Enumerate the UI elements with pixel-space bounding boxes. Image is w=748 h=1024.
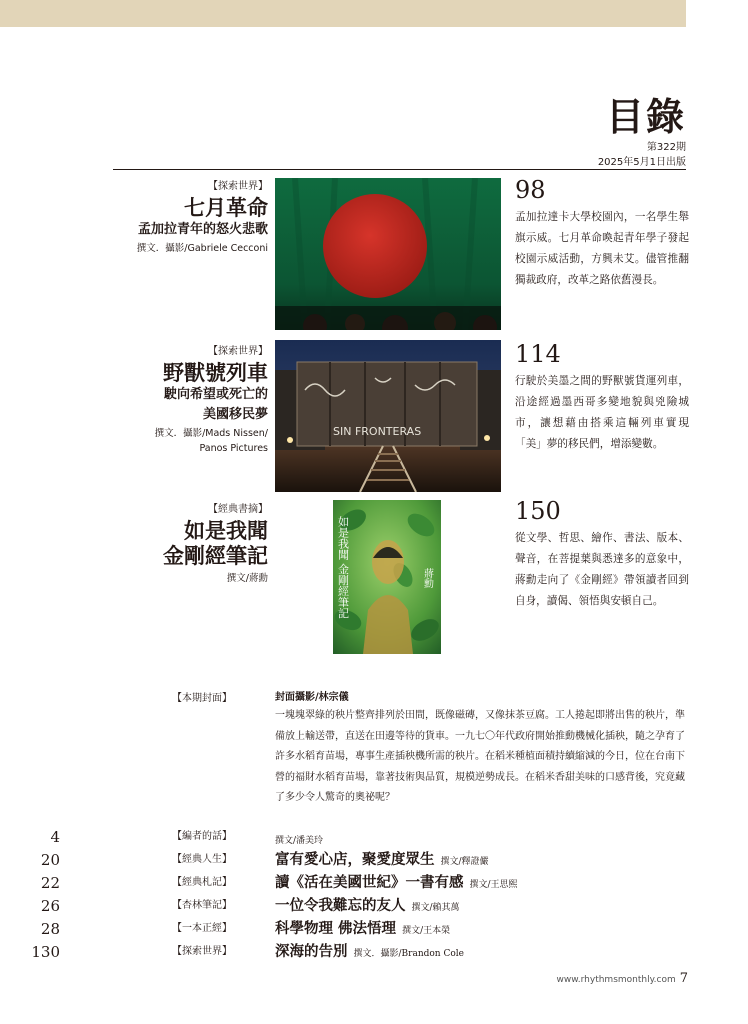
publish-date: 2025年5月1日出版: [597, 157, 686, 168]
cover-label: 【本期封面】: [172, 693, 232, 704]
department-title[interactable]: 富有愛心店，聚愛度眾生: [275, 851, 435, 868]
book-cover-image: [333, 500, 441, 654]
train-photo-image: [275, 340, 501, 492]
feature-title[interactable]: 野獸號列車: [163, 360, 268, 385]
department-title[interactable]: 科學物理 佛法悟理: [275, 920, 397, 937]
train-photo[interactable]: [275, 340, 501, 492]
department-author: 撰文．攝影/Brandon Cole: [353, 949, 464, 959]
folio-page-number: 7: [679, 971, 688, 986]
book-cover-author: 蔣勳: [421, 568, 433, 588]
feature-3-text: [8, 500, 268, 586]
department-row[interactable]: [0, 826, 700, 848]
feature-page-number[interactable]: 114: [515, 340, 561, 368]
department-category: 【編者的話】: [172, 831, 232, 842]
header-divider: [113, 169, 686, 170]
department-page[interactable]: 26: [40, 897, 60, 915]
department-author: 撰文/潘美玲: [275, 836, 324, 846]
department-category: 【經典人生】: [172, 854, 232, 865]
cover-title: 封面攝影/林宗儀: [275, 692, 349, 703]
department-row[interactable]: [0, 941, 700, 963]
department-row[interactable]: [0, 895, 700, 917]
feature-title[interactable]: 七月革命: [184, 195, 268, 220]
department-author: 撰文/王思熙: [469, 880, 518, 890]
book-cover-title: 如是我聞 金剛經筆記: [336, 516, 350, 619]
feature-page-number[interactable]: 98: [515, 176, 546, 204]
feature-2-text: [8, 342, 268, 456]
feature-credit: 撰文．攝影/Gabriele Cecconi: [136, 243, 268, 254]
issue-number: 第322期: [646, 142, 686, 153]
feature-1-text: [8, 177, 268, 256]
feature-credit-line-1: 撰文．攝影/Mads Nissen/: [154, 428, 268, 439]
top-color-band: [0, 0, 686, 27]
feature-subtitle: 孟加拉青年的怒火悲歌: [137, 222, 268, 237]
department-row[interactable]: [0, 872, 700, 894]
book-cover[interactable]: [333, 500, 441, 654]
department-author: 撰文/賴其萬: [411, 903, 460, 913]
feature-category: 【探索世界】: [208, 346, 268, 357]
department-page[interactable]: 4: [50, 828, 60, 846]
department-category: 【一本正經】: [172, 923, 232, 934]
department-title[interactable]: 讀《活在美國世紀》一書有感: [275, 874, 464, 891]
graffiti-text: SIN FRONTERAS: [333, 425, 422, 438]
website-url[interactable]: www.rhythmsmonthly.com: [556, 975, 676, 985]
department-author: 撰文/王本榮: [402, 926, 451, 936]
department-page[interactable]: 22: [40, 874, 60, 892]
feature-description: 孟加拉達卡大學校園內，一名學生舉旗示威。七月革命喚起青年學子發起校園示威活動，方興未艾。儘管推翻獨裁政府，改革之路依舊漫長。: [515, 211, 689, 286]
department-title[interactable]: 深海的告別: [275, 943, 348, 960]
feature-description: 從文學、哲思、繪作、書法、版本、聲音，在菩提葉與悉達多的意象中，蔣勳走向了《金剛經》帶領讀者回到自身，讀偈、領悟與安頓自己。: [515, 532, 689, 607]
department-category: 【杏林筆記】: [172, 900, 232, 911]
department-page[interactable]: 20: [40, 851, 60, 869]
department-author: 撰文/釋證儼: [440, 857, 489, 867]
cover-text: 一塊塊翠綠的秧片整齊排列於田間，既像磁磚，又像抹茶豆腐。工人捲起即將出售的秧片，準備放上輸送帶，直送在田邊等待的貨車。一九七〇年代政府開始推動機械化插秧，隨之孕育了許多水稻育苗場，專事生產插秧機所需的秧片。在稻米種植面積持續縮減的今日，位在台南下營的福財水稻育苗場，靠著技術與品質，規模逆勢成長。在稻米香甜美味的口感背後，究竟藏了多少令人驚奇的奧祕呢？: [275, 710, 685, 803]
feature-subtitle-line-2: 美國移民夢: [202, 407, 268, 422]
feature-category: 【經典書摘】: [208, 504, 268, 515]
department-page[interactable]: 130: [31, 943, 60, 961]
department-title[interactable]: 一位令我難忘的友人: [275, 897, 406, 914]
feature-category: 【探索世界】: [208, 181, 268, 192]
feature-subtitle-line-1: 駛向希望或死亡的: [163, 387, 268, 402]
department-page[interactable]: 28: [40, 920, 60, 938]
department-row[interactable]: [0, 918, 700, 940]
department-category: 【經典札記】: [172, 877, 232, 888]
feature-title-line-2[interactable]: 金剛經筆記: [163, 543, 268, 568]
feature-description: 行駛於美墨之間的野獸號貨運列車，沿途經過墨西哥多變地貌與兇險城市，讓想藉由搭乘這輛列車實現「美」夢的移民們，增添變數。: [515, 375, 689, 450]
page-footer: [557, 971, 689, 986]
feature-title-line-1[interactable]: 如是我聞: [184, 518, 268, 543]
feature-page-number[interactable]: 150: [515, 497, 561, 525]
department-category: 【探索世界】: [172, 946, 232, 957]
feature-credit: 撰文/蔣勳: [226, 573, 268, 584]
page-title: 目錄: [605, 95, 686, 139]
feature-credit-line-2: Panos Pictures: [199, 443, 268, 454]
department-row[interactable]: [0, 849, 700, 871]
flag-photo-image: [275, 178, 501, 330]
flag-photo[interactable]: [275, 178, 501, 330]
